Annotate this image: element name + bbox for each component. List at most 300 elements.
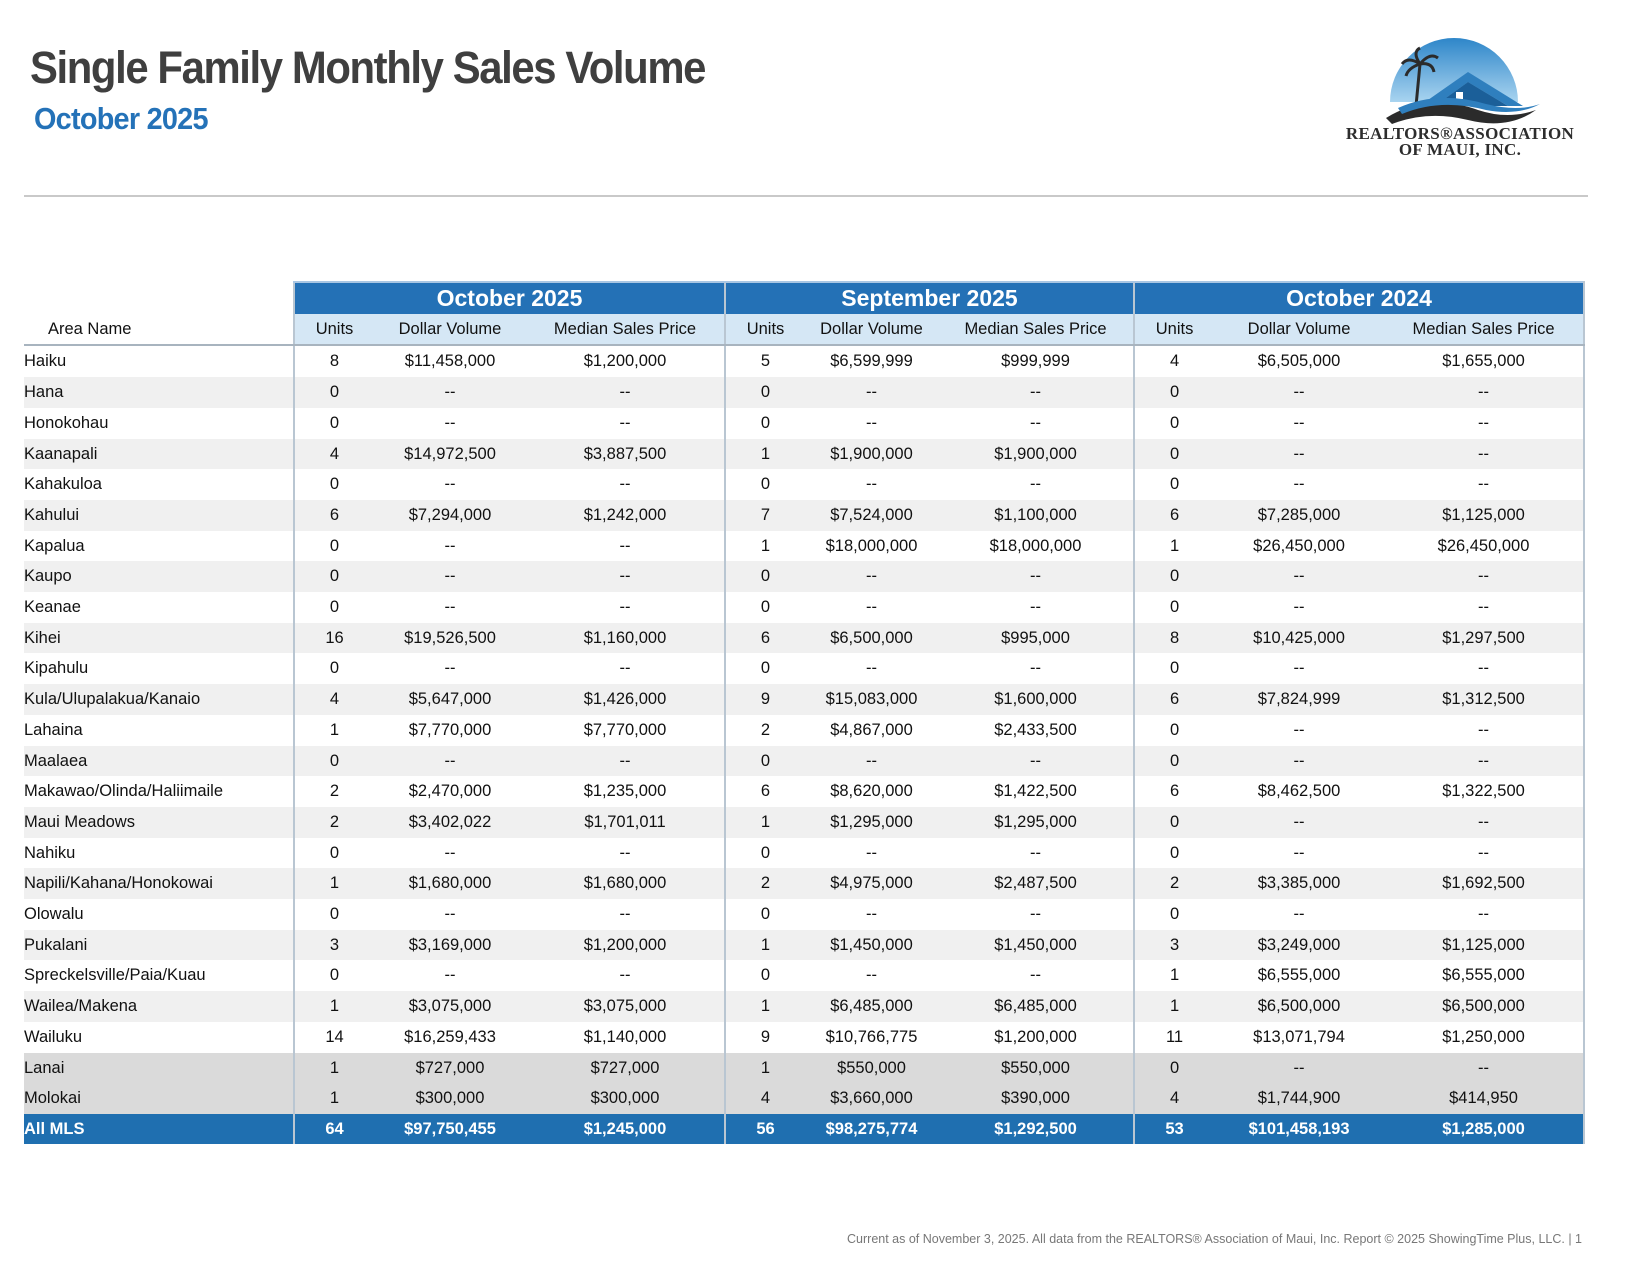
- table-cell: --: [938, 838, 1134, 869]
- area-name-cell: Lanai: [24, 1053, 294, 1084]
- table-cell: --: [374, 469, 526, 500]
- table-cell: --: [938, 653, 1134, 684]
- table-cell: $1,295,000: [938, 807, 1134, 838]
- table-cell: 0: [1134, 377, 1214, 408]
- table-row: [24, 345, 1584, 377]
- table-cell: $3,402,022: [374, 807, 526, 838]
- table-cell: --: [938, 960, 1134, 991]
- table-row: [24, 684, 1584, 715]
- table-cell: 0: [725, 960, 805, 991]
- table-cell: 1: [1134, 960, 1214, 991]
- table-cell: $6,500,000: [805, 623, 938, 654]
- sales-volume-table: [24, 281, 1585, 1144]
- table-cell: $1,242,000: [526, 500, 725, 531]
- table-cell: 1: [725, 807, 805, 838]
- table-cell: 0: [294, 377, 374, 408]
- table-cell: $1,125,000: [1384, 930, 1584, 961]
- table-row: [24, 838, 1584, 869]
- table-cell: $15,083,000: [805, 684, 938, 715]
- table-cell: $1,295,000: [805, 807, 938, 838]
- table-cell: --: [805, 960, 938, 991]
- table-cell: --: [1214, 469, 1384, 500]
- table-cell: $5,647,000: [374, 684, 526, 715]
- table-cell: $1,322,500: [1384, 776, 1584, 807]
- table-cell: --: [374, 899, 526, 930]
- table-cell: --: [374, 531, 526, 562]
- table-cell: 0: [1134, 469, 1214, 500]
- table-cell: --: [374, 408, 526, 439]
- table-cell: --: [374, 561, 526, 592]
- table-cell: $1,680,000: [526, 868, 725, 899]
- table-cell: --: [1384, 715, 1584, 746]
- table-cell: 9: [725, 684, 805, 715]
- table-cell: 6: [725, 623, 805, 654]
- table-cell: $300,000: [374, 1083, 526, 1114]
- table-cell: 0: [1134, 653, 1214, 684]
- table-cell: $1,200,000: [526, 345, 725, 377]
- column-header: Units: [1134, 314, 1214, 346]
- table-cell: 14: [294, 1022, 374, 1053]
- table-cell: $6,485,000: [938, 991, 1134, 1022]
- table-cell: 0: [1134, 899, 1214, 930]
- table-cell: $6,485,000: [805, 991, 938, 1022]
- table-cell: 0: [294, 408, 374, 439]
- table-cell: $1,692,500: [1384, 868, 1584, 899]
- table-cell: 1: [725, 1053, 805, 1084]
- area-name-cell: Maalaea: [24, 746, 294, 777]
- area-name-cell: Pukalani: [24, 930, 294, 961]
- table-cell: $3,075,000: [374, 991, 526, 1022]
- table-cell: --: [1214, 561, 1384, 592]
- table-cell: --: [1384, 408, 1584, 439]
- table-row: [24, 377, 1584, 408]
- total-cell: 56: [725, 1114, 805, 1144]
- area-name-cell: Wailea/Makena: [24, 991, 294, 1022]
- table-cell: 1: [294, 1083, 374, 1114]
- table-cell: --: [1384, 899, 1584, 930]
- table-cell: $1,701,011: [526, 807, 725, 838]
- table-cell: $1,600,000: [938, 684, 1134, 715]
- total-cell: $98,275,774: [805, 1114, 938, 1144]
- table-cell: --: [805, 899, 938, 930]
- table-row: [24, 1053, 1584, 1084]
- column-header: Units: [294, 314, 374, 346]
- table-cell: 6: [1134, 500, 1214, 531]
- table-cell: --: [1384, 1053, 1584, 1084]
- table-cell: $3,169,000: [374, 930, 526, 961]
- table-row: [24, 1083, 1584, 1114]
- table-cell: $3,887,500: [526, 439, 725, 470]
- table-cell: --: [938, 408, 1134, 439]
- area-name-cell: Honokohau: [24, 408, 294, 439]
- table-cell: $1,235,000: [526, 776, 725, 807]
- table-cell: 0: [725, 653, 805, 684]
- table-cell: 0: [1134, 807, 1214, 838]
- column-header: Dollar Volume: [1214, 314, 1384, 346]
- table-cell: $414,950: [1384, 1083, 1584, 1114]
- table-cell: $1,655,000: [1384, 345, 1584, 377]
- table-cell: 0: [294, 838, 374, 869]
- table-cell: $3,075,000: [526, 991, 725, 1022]
- table-cell: $4,975,000: [805, 868, 938, 899]
- table-cell: --: [805, 408, 938, 439]
- table-row: [24, 653, 1584, 684]
- table-cell: 4: [1134, 345, 1214, 377]
- table-cell: 8: [294, 345, 374, 377]
- column-header: Median Sales Price: [1384, 314, 1584, 346]
- table-cell: 7: [725, 500, 805, 531]
- table-cell: --: [526, 746, 725, 777]
- table-cell: --: [805, 469, 938, 500]
- table-cell: $7,824,999: [1214, 684, 1384, 715]
- table-cell: --: [1384, 377, 1584, 408]
- table-cell: 2: [1134, 868, 1214, 899]
- table-cell: $2,433,500: [938, 715, 1134, 746]
- table-cell: $1,125,000: [1384, 500, 1584, 531]
- table-cell: 0: [1134, 715, 1214, 746]
- house-palm-wave-logo-icon: [1368, 34, 1553, 129]
- area-name-cell: Kapalua: [24, 531, 294, 562]
- table-cell: $390,000: [938, 1083, 1134, 1114]
- table-row: [24, 991, 1584, 1022]
- table-row: [24, 623, 1584, 654]
- table-cell: --: [1214, 408, 1384, 439]
- table-cell: --: [1214, 838, 1384, 869]
- table-cell: --: [938, 746, 1134, 777]
- table-row: [24, 1022, 1584, 1053]
- table-cell: $6,500,000: [1214, 991, 1384, 1022]
- table-cell: $999,999: [938, 345, 1134, 377]
- table-cell: 1: [725, 991, 805, 1022]
- table-cell: --: [805, 561, 938, 592]
- table-cell: 5: [725, 345, 805, 377]
- table-cell: $550,000: [938, 1053, 1134, 1084]
- table-cell: --: [805, 838, 938, 869]
- table-cell: --: [526, 838, 725, 869]
- table-cell: 0: [294, 561, 374, 592]
- table-cell: 8: [1134, 623, 1214, 654]
- table-cell: $10,425,000: [1214, 623, 1384, 654]
- column-header: Median Sales Price: [526, 314, 725, 346]
- table-cell: 0: [294, 531, 374, 562]
- table-cell: 0: [725, 561, 805, 592]
- table-cell: $1,426,000: [526, 684, 725, 715]
- table-cell: 1: [725, 439, 805, 470]
- table-cell: $1,100,000: [938, 500, 1134, 531]
- table-cell: --: [1214, 653, 1384, 684]
- area-name-cell: Wailuku: [24, 1022, 294, 1053]
- table-cell: 0: [725, 746, 805, 777]
- table-row: [24, 776, 1584, 807]
- table-cell: 1: [1134, 991, 1214, 1022]
- table-cell: 0: [725, 469, 805, 500]
- table-cell: 0: [1134, 561, 1214, 592]
- table-cell: 0: [294, 960, 374, 991]
- table-cell: 6: [725, 776, 805, 807]
- table-cell: --: [805, 377, 938, 408]
- logo-text-line1: REALTORS®ASSOCIATION: [1345, 124, 1575, 143]
- table-row: [24, 960, 1584, 991]
- table-cell: $13,071,794: [1214, 1022, 1384, 1053]
- header-divider: [24, 195, 1588, 197]
- table-cell: --: [1214, 807, 1384, 838]
- table-row: [24, 469, 1584, 500]
- total-cell: $97,750,455: [374, 1114, 526, 1144]
- table-cell: $727,000: [526, 1053, 725, 1084]
- area-name-cell: Spreckelsville/Paia/Kuau: [24, 960, 294, 991]
- table-cell: 0: [1134, 408, 1214, 439]
- table-cell: $1,312,500: [1384, 684, 1584, 715]
- total-row: [24, 1114, 1584, 1144]
- area-name-cell: Haiku: [24, 345, 294, 377]
- table-cell: $1,160,000: [526, 623, 725, 654]
- table-cell: 0: [725, 408, 805, 439]
- table-row: [24, 531, 1584, 562]
- table-cell: --: [805, 592, 938, 623]
- area-name-cell: Kaanapali: [24, 439, 294, 470]
- table-row: [24, 899, 1584, 930]
- area-name-cell: Kihei: [24, 623, 294, 654]
- table-cell: $7,524,000: [805, 500, 938, 531]
- table-cell: 0: [1134, 838, 1214, 869]
- table-cell: 11: [1134, 1022, 1214, 1053]
- table-cell: $1,450,000: [805, 930, 938, 961]
- table-cell: 1: [725, 930, 805, 961]
- table-cell: $7,285,000: [1214, 500, 1384, 531]
- table-cell: 0: [294, 469, 374, 500]
- table-cell: --: [938, 592, 1134, 623]
- table-cell: $1,140,000: [526, 1022, 725, 1053]
- area-name-cell: Kula/Ulupalakua/Kanaio: [24, 684, 294, 715]
- column-header: Median Sales Price: [938, 314, 1134, 346]
- table-cell: 0: [294, 653, 374, 684]
- table-cell: --: [938, 899, 1134, 930]
- table-cell: 6: [294, 500, 374, 531]
- table-cell: $6,555,000: [1384, 960, 1584, 991]
- table-cell: --: [526, 561, 725, 592]
- table-cell: $10,766,775: [805, 1022, 938, 1053]
- table-cell: --: [1384, 469, 1584, 500]
- table-cell: $14,972,500: [374, 439, 526, 470]
- table-cell: $6,505,000: [1214, 345, 1384, 377]
- table-cell: $1,900,000: [938, 439, 1134, 470]
- table-body: [24, 345, 1584, 1114]
- table-cell: 2: [725, 868, 805, 899]
- group-header: September 2025: [725, 282, 1134, 314]
- area-name-cell: Kipahulu: [24, 653, 294, 684]
- table-cell: $6,599,999: [805, 345, 938, 377]
- table-row: [24, 807, 1584, 838]
- table-cell: --: [374, 838, 526, 869]
- table-cell: $18,000,000: [805, 531, 938, 562]
- area-name-cell: Makawao/Olinda/Haliimaile: [24, 776, 294, 807]
- page-title: Single Family Monthly Sales Volume: [30, 42, 706, 93]
- table-cell: --: [938, 561, 1134, 592]
- table-cell: $3,385,000: [1214, 868, 1384, 899]
- column-header-row: [24, 314, 1584, 346]
- table-cell: $2,470,000: [374, 776, 526, 807]
- table-row: [24, 561, 1584, 592]
- area-name-cell: Napili/Kahana/Honokowai: [24, 868, 294, 899]
- total-cell: $101,458,193: [1214, 1114, 1384, 1144]
- table-cell: $1,250,000: [1384, 1022, 1584, 1053]
- area-name-cell: Olowalu: [24, 899, 294, 930]
- column-header: Dollar Volume: [805, 314, 938, 346]
- table-row: [24, 930, 1584, 961]
- table-cell: $16,259,433: [374, 1022, 526, 1053]
- table-cell: $26,450,000: [1214, 531, 1384, 562]
- table-cell: 0: [725, 899, 805, 930]
- table-cell: 2: [725, 715, 805, 746]
- table-cell: 2: [294, 776, 374, 807]
- table-cell: --: [374, 653, 526, 684]
- table-cell: $1,297,500: [1384, 623, 1584, 654]
- table-cell: --: [1214, 439, 1384, 470]
- table-cell: $995,000: [938, 623, 1134, 654]
- area-name-cell: Lahaina: [24, 715, 294, 746]
- table-row: [24, 868, 1584, 899]
- table-cell: $4,867,000: [805, 715, 938, 746]
- table-cell: 6: [1134, 776, 1214, 807]
- table-cell: $550,000: [805, 1053, 938, 1084]
- total-cell: All MLS: [24, 1114, 294, 1144]
- table-cell: $19,526,500: [374, 623, 526, 654]
- table-row: [24, 439, 1584, 470]
- table-cell: $3,249,000: [1214, 930, 1384, 961]
- table-cell: --: [1214, 592, 1384, 623]
- table-cell: 0: [1134, 1053, 1214, 1084]
- table-cell: --: [526, 592, 725, 623]
- table-cell: --: [526, 653, 725, 684]
- table-cell: 1: [294, 991, 374, 1022]
- table-cell: 9: [725, 1022, 805, 1053]
- table-cell: --: [526, 408, 725, 439]
- total-cell: 53: [1134, 1114, 1214, 1144]
- table-cell: $727,000: [374, 1053, 526, 1084]
- table-cell: $1,200,000: [938, 1022, 1134, 1053]
- table-cell: $1,200,000: [526, 930, 725, 961]
- table-row: [24, 746, 1584, 777]
- table-cell: $1,450,000: [938, 930, 1134, 961]
- table-row: [24, 500, 1584, 531]
- table-cell: 16: [294, 623, 374, 654]
- table-cell: --: [526, 469, 725, 500]
- area-name-cell: Kahului: [24, 500, 294, 531]
- table-cell: $2,487,500: [938, 868, 1134, 899]
- table-cell: --: [938, 377, 1134, 408]
- table-cell: --: [1214, 899, 1384, 930]
- table-cell: --: [374, 377, 526, 408]
- table-cell: 4: [725, 1083, 805, 1114]
- table-cell: --: [1384, 653, 1584, 684]
- column-header: Area Name: [24, 314, 294, 346]
- area-name-cell: Molokai: [24, 1083, 294, 1114]
- table-cell: 0: [1134, 439, 1214, 470]
- table-cell: 3: [1134, 930, 1214, 961]
- table-cell: $11,458,000: [374, 345, 526, 377]
- table-cell: --: [1384, 561, 1584, 592]
- table-cell: --: [526, 531, 725, 562]
- column-header: Dollar Volume: [374, 314, 526, 346]
- group-header-row: [24, 282, 1584, 314]
- association-logo: [1330, 34, 1590, 169]
- table-cell: 1: [725, 531, 805, 562]
- total-cell: $1,285,000: [1384, 1114, 1584, 1144]
- table-row: [24, 715, 1584, 746]
- table-cell: $1,422,500: [938, 776, 1134, 807]
- table-cell: 4: [294, 439, 374, 470]
- table-cell: 6: [1134, 684, 1214, 715]
- logo-text-line2: OF MAUI, INC.: [1398, 140, 1522, 159]
- table-cell: 4: [294, 684, 374, 715]
- table-cell: 0: [1134, 746, 1214, 777]
- total-cell: 64: [294, 1114, 374, 1144]
- table-cell: $8,462,500: [1214, 776, 1384, 807]
- table-cell: $7,294,000: [374, 500, 526, 531]
- table-cell: --: [805, 746, 938, 777]
- table-cell: --: [374, 960, 526, 991]
- group-header: October 2024: [1134, 282, 1584, 314]
- table-cell: $7,770,000: [374, 715, 526, 746]
- table-cell: --: [1384, 439, 1584, 470]
- column-header: Units: [725, 314, 805, 346]
- table-cell: --: [1384, 838, 1584, 869]
- table-cell: 0: [725, 838, 805, 869]
- table-cell: $1,900,000: [805, 439, 938, 470]
- table-cell: --: [526, 960, 725, 991]
- table-cell: 3: [294, 930, 374, 961]
- table-cell: 1: [294, 715, 374, 746]
- table-cell: --: [1214, 1053, 1384, 1084]
- area-name-cell: Nahiku: [24, 838, 294, 869]
- table-cell: $300,000: [526, 1083, 725, 1114]
- total-cell: $1,292,500: [938, 1114, 1134, 1144]
- area-name-cell: Hana: [24, 377, 294, 408]
- table-row: [24, 408, 1584, 439]
- table-cell: $8,620,000: [805, 776, 938, 807]
- table-cell: 0: [294, 746, 374, 777]
- total-cell: $1,245,000: [526, 1114, 725, 1144]
- table-cell: $6,500,000: [1384, 991, 1584, 1022]
- table-cell: 0: [1134, 592, 1214, 623]
- table-cell: $1,744,900: [1214, 1083, 1384, 1114]
- table-cell: --: [1214, 377, 1384, 408]
- area-name-cell: Kahakuloa: [24, 469, 294, 500]
- table-cell: --: [1384, 592, 1584, 623]
- table-cell: 0: [725, 592, 805, 623]
- group-header: October 2025: [294, 282, 725, 314]
- table-cell: --: [374, 746, 526, 777]
- table-cell: $6,555,000: [1214, 960, 1384, 991]
- table-cell: $26,450,000: [1384, 531, 1584, 562]
- table-cell: $3,660,000: [805, 1083, 938, 1114]
- table-cell: 0: [294, 899, 374, 930]
- group-header-blank: [24, 282, 294, 314]
- table-cell: --: [938, 469, 1134, 500]
- table-cell: --: [526, 899, 725, 930]
- table-cell: 1: [1134, 531, 1214, 562]
- table-cell: --: [1384, 807, 1584, 838]
- table-cell: 2: [294, 807, 374, 838]
- footer-note: Current as of November 3, 2025. All data from the REALTORS® Association of Maui, Inc. Report © 2025 ShowingTime Plus, LLC. | 1: [847, 1232, 1582, 1246]
- table-cell: --: [1214, 715, 1384, 746]
- table-cell: 0: [725, 377, 805, 408]
- table-cell: 0: [294, 592, 374, 623]
- table-cell: $1,680,000: [374, 868, 526, 899]
- table-cell: --: [1214, 746, 1384, 777]
- table-cell: --: [526, 377, 725, 408]
- table-row: [24, 592, 1584, 623]
